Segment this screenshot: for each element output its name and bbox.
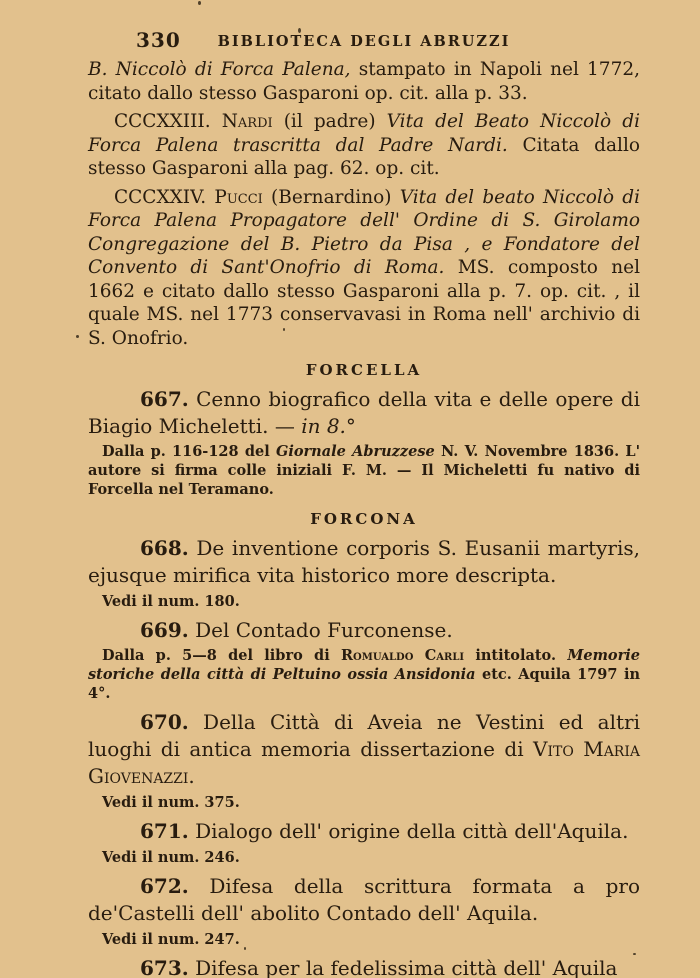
entry-text: Cenno biografico della vita e delle opere di Biagio Micheletti. — (88, 387, 640, 438)
title-italic: B. Niccolò di Forca Palena, (88, 59, 351, 80)
scan-speck (283, 328, 285, 331)
paragraph-entry-cccxxiii-nardi (88, 110, 640, 181)
note-669 (88, 646, 640, 703)
entry-669 (88, 617, 640, 644)
note-671-cross-reference: Vedi il num. 246. (102, 849, 240, 866)
entry-text: Difesa della scrittura formata a pro de'Castelli dell' abolito Contado dell' Aquila. (88, 874, 640, 925)
entry-roman-number: CCCXXIII. (114, 111, 222, 132)
entry-number: 672. (140, 874, 189, 898)
section-heading-forcella: FORCELLA (305, 361, 423, 379)
entry-number: 673. (140, 956, 189, 978)
entry-text: Del Contado Furconense. (188, 618, 453, 642)
author-name: Vito Maria Giovenazzi (88, 737, 640, 788)
author-name: Nardi (221, 111, 273, 132)
body-text: Citata dallo stesso Gasparoni alla pag. 62. op. cit. (88, 134, 640, 179)
note-668-cross-reference: Vedi il num. 180. (102, 593, 240, 610)
entry-text: Difesa per la fedelissima città dell' Aquila (188, 956, 618, 978)
paragraph-palena-continuation (88, 58, 640, 105)
page-number: 330 (136, 28, 181, 52)
work-title-italic: Memorie storiche della città di Peltuino ossia Ansidonia (88, 647, 640, 683)
entry-text: . (188, 764, 195, 788)
entry-number: 668. (140, 536, 189, 560)
running-title: BIBLIOTECA DEGLI ABRUZZI (217, 33, 511, 50)
journal-title-italic: Giornale Abruzzese (275, 443, 435, 460)
entry-text: Della Città di Aveia ne Vestini ed altri luoghi di antica memoria dissertazione di (88, 710, 640, 761)
scan-speck (633, 953, 636, 955)
entry-number: 667. (140, 387, 189, 411)
entry-671 (88, 818, 640, 845)
entry-text: Dialogo dell' origine della città dell'Aquila. (188, 819, 629, 843)
body-text: (Bernardino) (262, 186, 400, 208)
note-667 (88, 442, 640, 499)
page-header (88, 28, 640, 58)
note-text: etc. Aquila 1797 in 4°. (88, 666, 640, 702)
entry-number: 671. (140, 819, 189, 843)
entry-roman-number: CCCXXIV. (114, 186, 215, 208)
entry-number: 669. (140, 618, 189, 642)
entry-667 (88, 386, 640, 440)
scan-speck (298, 28, 301, 33)
scan-speck (76, 335, 79, 338)
work-title-italic: Vita del Beato Niccolò di Forca Palena trascritta dal Padre Nardi. (88, 111, 640, 156)
format-italic: in 8.° (301, 414, 356, 438)
entry-670 (88, 709, 640, 790)
note-670-cross-reference: Vedi il num. 375. (102, 794, 240, 811)
entry-672 (88, 873, 640, 927)
note-text: Dalla p. 116-128 del (102, 443, 276, 460)
work-title-italic: Vita del beato Niccolò di Forca Palena Propagatore dell' Ordine di S. Girolamo Congregazione del B. Pietro da Pisa , e Fondatore del Convento di Sant'Onofrio di Roma. (88, 186, 640, 278)
author-name: Romualdo Carli (341, 647, 465, 664)
note-text: Dalla p. 5—8 del libro di (102, 647, 341, 664)
entry-number: 670. (140, 710, 189, 734)
scan-speck (198, 1, 201, 5)
section-heading-forcona: FORCONA (310, 510, 418, 528)
entry-673 (88, 955, 640, 978)
body-text: (il padre) (272, 111, 387, 132)
body-text: MS. composto nel 1662 e citato dallo stesso Gasparoni alla p. 7. op. cit. , il quale MS. nel 1773 conservavasi in Roma nell' archivio di S. Onofrio. (88, 257, 640, 349)
author-name: Pucci (214, 186, 263, 208)
text-column (88, 28, 640, 978)
note-text: N. V. Novembre 1836. L' autore si firma colle iniziali F. M. — Il Micheletti fu nativo di Forcella nel Teramano. (88, 443, 641, 498)
note-text: intitolato. (464, 647, 568, 664)
body-text: stampato in Napoli nel 1772, citato dallo stesso Gasparoni op. cit. alla p. 33. (88, 59, 641, 104)
entry-668 (88, 535, 640, 589)
note-672-cross-reference: Vedi il num. 247. (102, 931, 240, 948)
scan-speck (244, 947, 246, 950)
entry-text: De inventione corporis S. Eusanii martyris, ejusque mirifica vita historico more descripta. (88, 536, 640, 587)
paragraph-entry-cccxxiv-pucci (88, 186, 640, 351)
